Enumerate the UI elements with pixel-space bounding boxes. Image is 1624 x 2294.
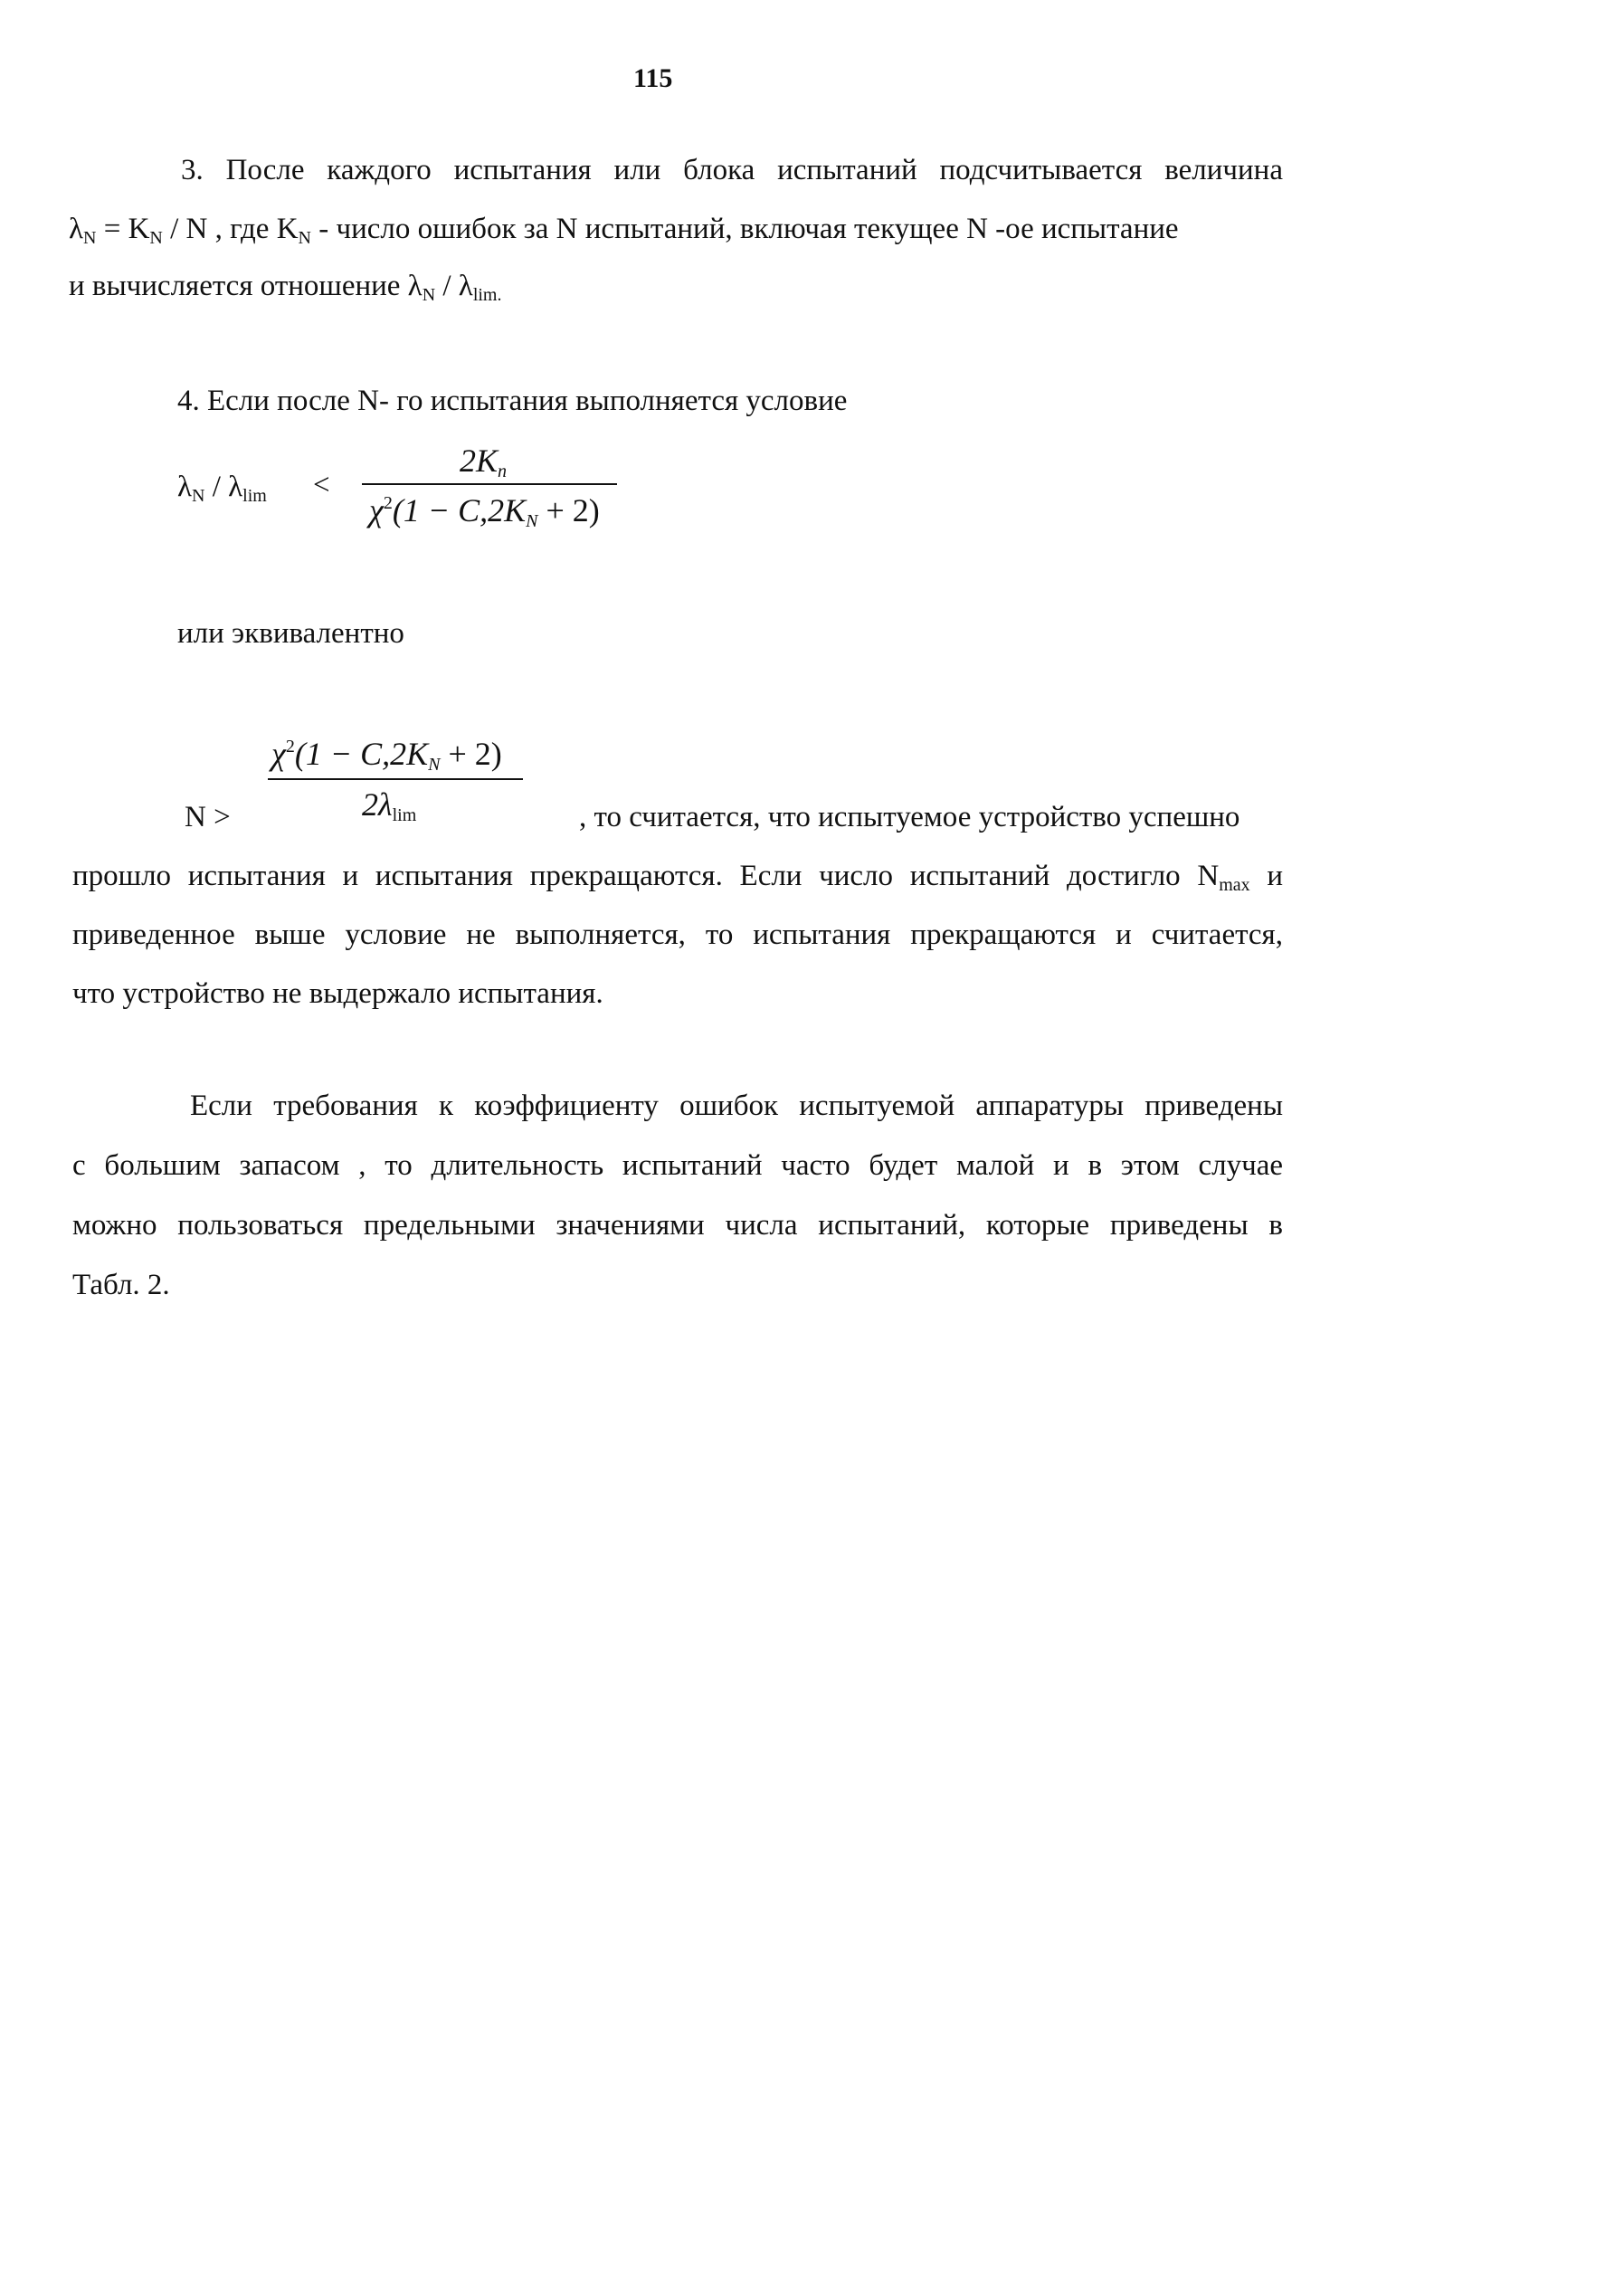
body-text: прошло испытания и испытания прекращаются. Если число испытаний достигло N — [72, 860, 1220, 892]
superscript-2: 2 — [383, 493, 393, 513]
superscript-2: 2 — [285, 737, 295, 757]
page-number: 115 — [633, 63, 673, 93]
chi-symbol: χ — [271, 736, 286, 772]
equivalently-label: или эквивалентно — [177, 617, 404, 650]
p3-line-2: с большим запасом , то длительность испытаний часто будет малой и в этом случае — [72, 1149, 1283, 1182]
formula-text: / λ — [204, 471, 243, 503]
p3-line-1: Если требования к коэффициенту ошибок испытуемой аппаратуры приведены — [190, 1090, 1283, 1122]
lambda-symbol: λ — [177, 471, 193, 503]
body-text: и — [1249, 860, 1283, 892]
chi-symbol: χ — [369, 492, 384, 528]
lambda-symbol: λ — [69, 213, 84, 245]
body-text: - число ошибок за N испытаний, включая текущее N -ое испытание — [311, 213, 1179, 245]
p1-line-3 — [69, 270, 501, 306]
fraction2-numerator — [271, 735, 502, 776]
body-text: и вычисляется отношение λ — [69, 270, 423, 302]
p1-line-1: 3. После каждого испытания или блока испытаний подсчитывается величина — [181, 154, 1283, 186]
formula-text: / λ — [435, 270, 473, 302]
p3-line-4: Табл. 2. — [72, 1269, 170, 1301]
subscript-lim: lim. — [472, 285, 502, 305]
inequality-lhs — [177, 471, 267, 507]
fraction1-numerator — [460, 442, 507, 482]
subscript-n: N — [298, 228, 311, 248]
p2-line-b: приведенное выше условие не выполняется, то испытания прекращаются и считается, — [72, 919, 1283, 951]
formula-text: + 2) — [440, 736, 502, 772]
less-than-sign: < — [313, 469, 330, 501]
n-greater-than: N > — [185, 801, 231, 833]
formula-text: (1 − C,2K — [392, 492, 527, 528]
subscript-n: N — [422, 285, 436, 305]
formula-text: (1 − C,2K — [294, 736, 429, 772]
subscript-n: n — [498, 462, 508, 481]
p1-line-2 — [69, 213, 1179, 249]
subscript-n: N — [149, 228, 163, 248]
formula-text: / N , где K — [162, 213, 299, 245]
p2-line-c: что устройство не выдержало испытания. — [72, 977, 603, 1010]
p2-line-a — [72, 860, 1283, 896]
formula-text: 2λ — [362, 786, 393, 823]
subscript-n: N — [83, 228, 97, 248]
fraction1-denominator — [369, 491, 600, 532]
fraction2-bar — [268, 778, 523, 780]
fraction2-denominator — [362, 785, 416, 826]
p3-line-3: можно пользоваться предельными значениями числа испытаний, которые приведены в — [72, 1209, 1283, 1242]
fraction1-bar — [362, 483, 617, 485]
subscript-max: max — [1219, 875, 1250, 895]
subscript-lim: lim — [242, 486, 267, 506]
subscript-n: N — [192, 486, 205, 506]
p2-line-1: 4. Если после N- го испытания выполняется условие — [177, 385, 848, 417]
formula-text: 2K — [460, 443, 499, 479]
p2-conclusion-text: , то считается, что испытуемое устройство успешно — [579, 801, 1240, 833]
formula-text: = K — [96, 213, 150, 245]
formula-text: + 2) — [537, 492, 600, 528]
subscript-n: N — [526, 511, 538, 531]
subscript-n: N — [428, 755, 441, 775]
subscript-lim: lim — [392, 805, 417, 825]
